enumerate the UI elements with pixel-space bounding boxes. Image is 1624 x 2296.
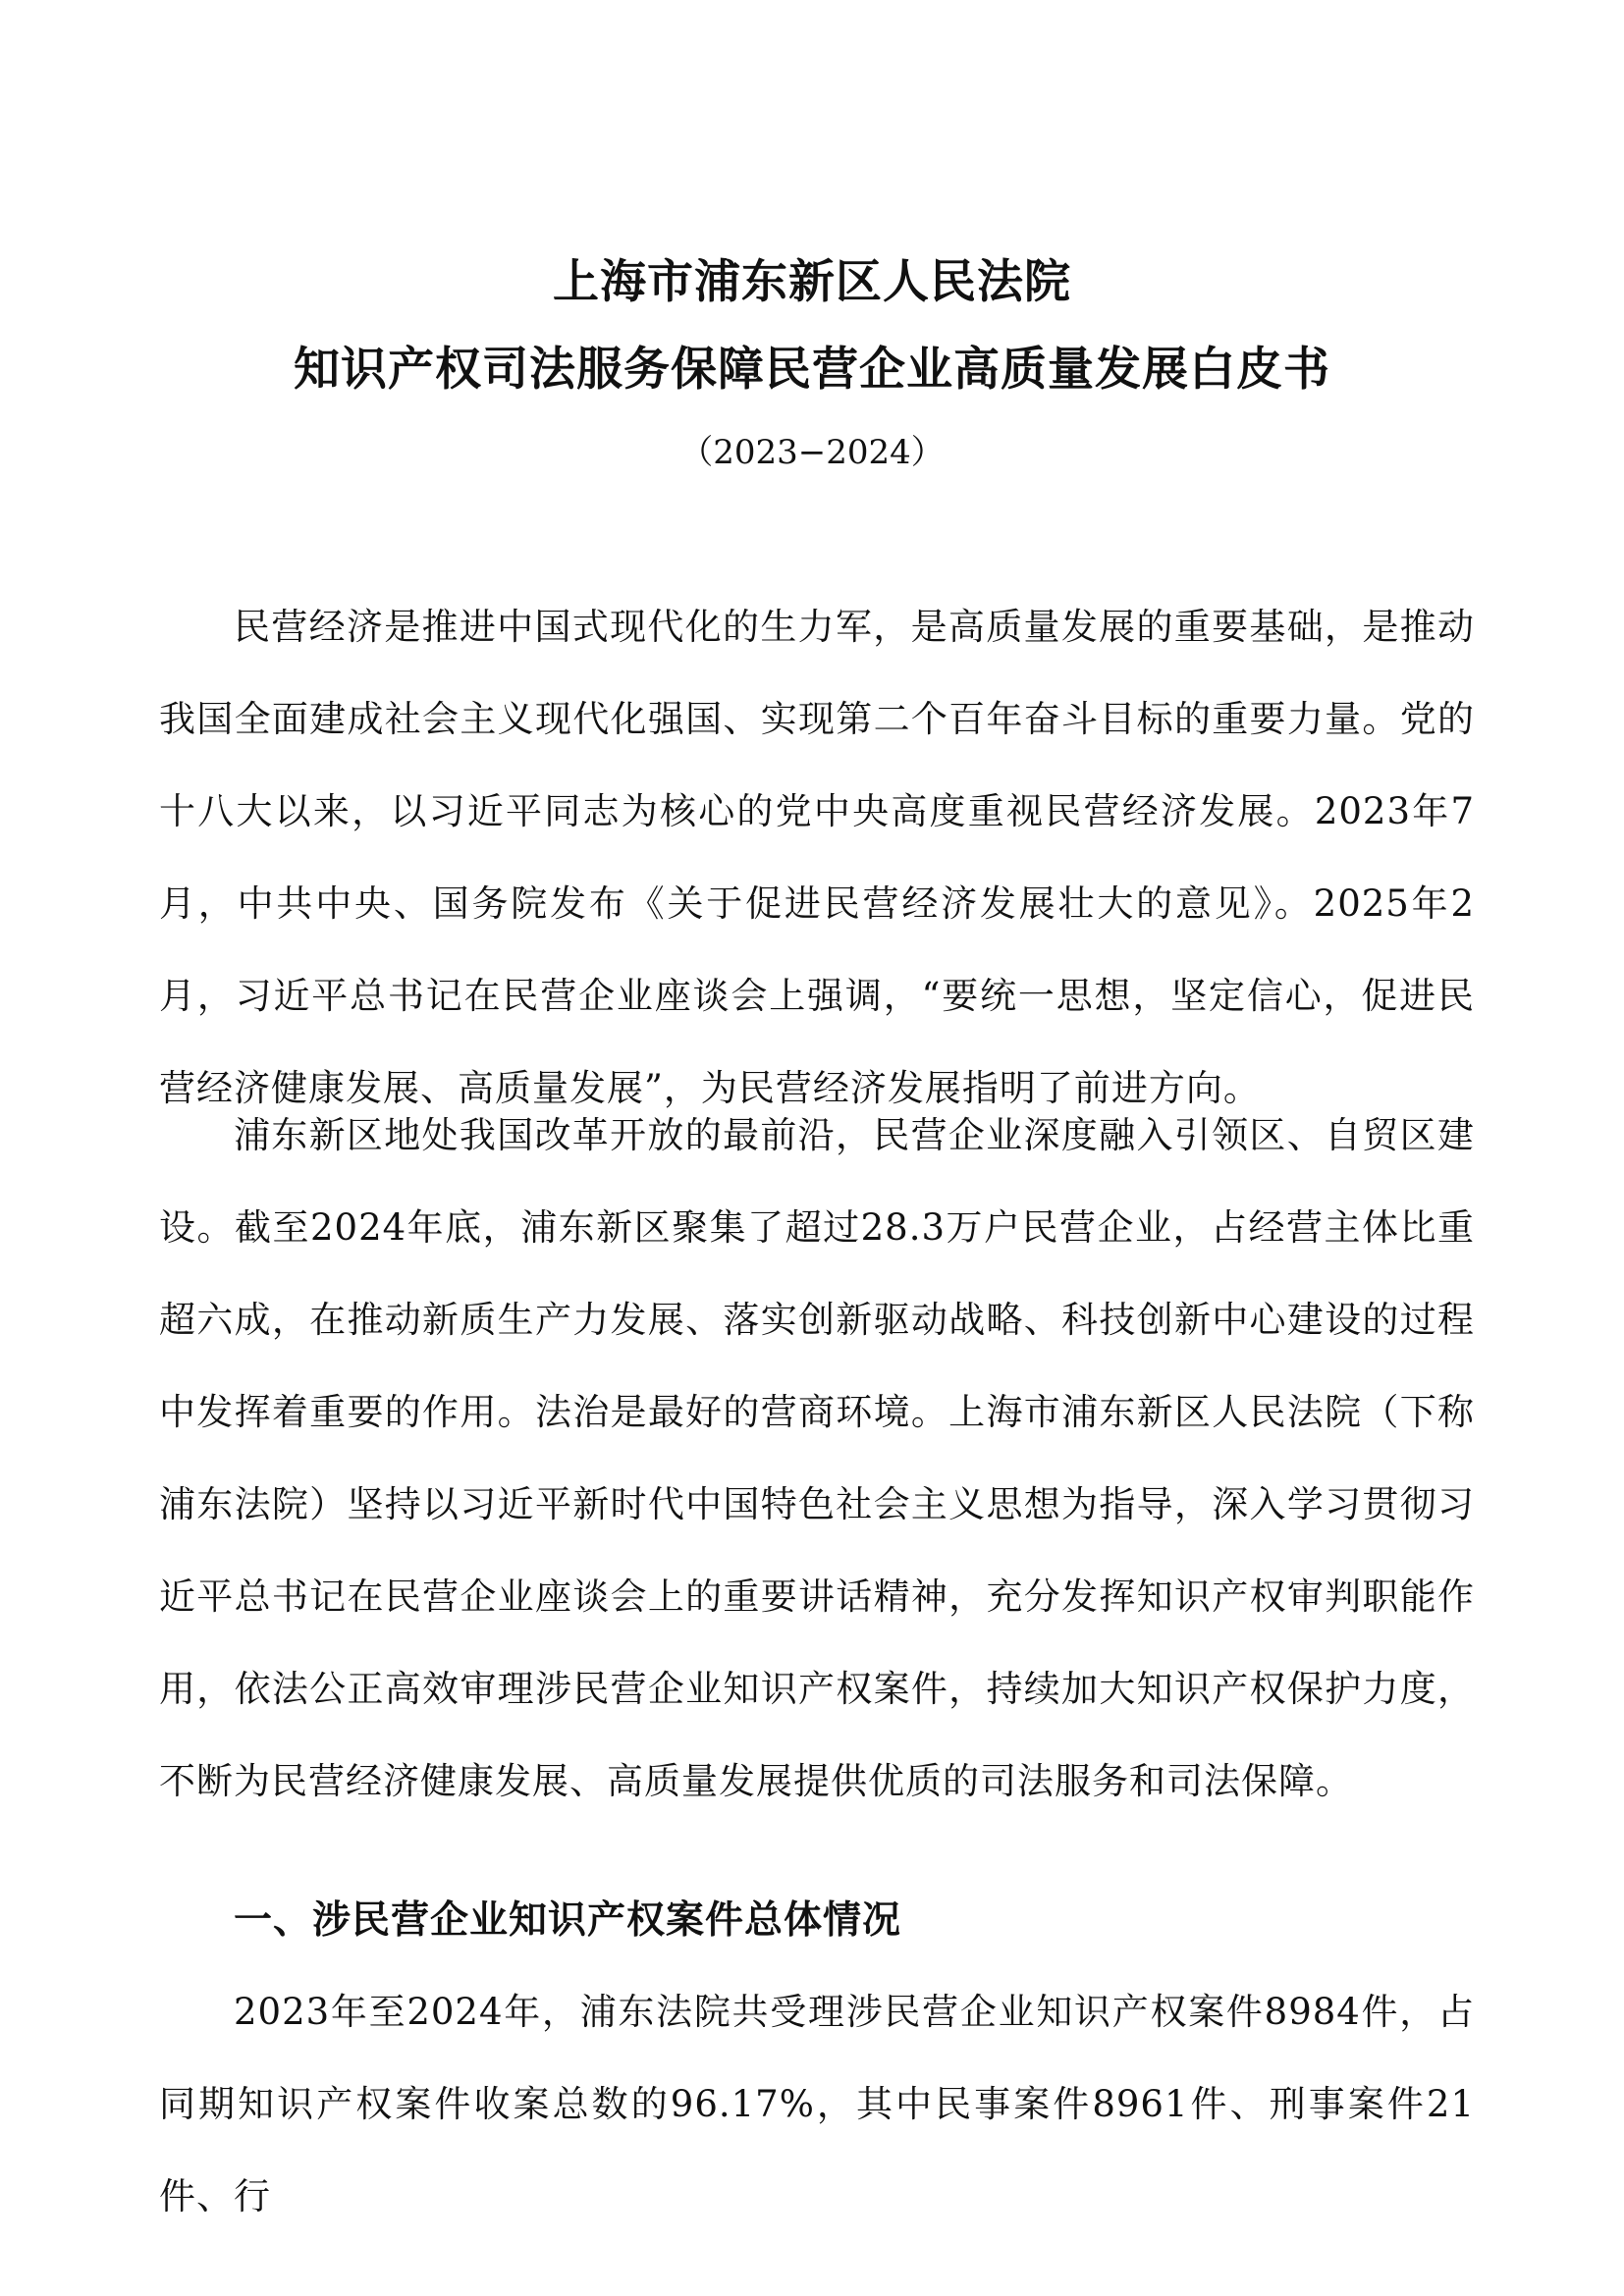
intro-paragraph-1: 民营经济是推进中国式现代化的生力军，是高质量发展的重要基础，是推动我国全面建成社会主义现代化强国、实现第二个百年奋斗目标的重要力量。党的十八大以来，以习近平同志为核心的党中央高度重视民营经济发展。2023年7月，中共中央、国务院发布《关于促进民营经济发展壮大的意见》。2025年2月，习近平总书记在民营企业座谈会上强调，“要统一思想，坚定信心，促进民营经济健康发展、高质量发展”，为民营经济发展指明了前进方向。 bbox=[159, 606, 1475, 1109]
document-title-line1: 上海市浦东新区人民法院 bbox=[553, 255, 1071, 309]
document-subtitle-years: （2023−2024） bbox=[679, 433, 945, 472]
intro-paragraph-2: 浦东新区地处我国改革开放的最前沿，民营企业深度融入引领区、自贸区建设。截至2024年底，浦东新区聚集了超过28.3万户民营企业，占经营主体比重超六成，在推动新质生产力发展、落实创新驱动战略、科技创新中心建设的过程中发挥着重要的作用。法治是最好的营商环境。上海市浦东新区人民法院（下称浦东法院）坚持以习近平新时代中国特色社会主义思想为指导，深入学习贯彻习近平总书记在民营企业座谈会上的重要讲话精神，充分发挥知识产权审判职能作用，依法公正高效审理涉民营企业知识产权案件，持续加大知识产权保护力度，不断为民营经济健康发展、高质量发展提供优质的司法服务和司法保障。 bbox=[159, 1114, 1475, 1802]
section-1-paragraph: 2023年至2024年，浦东法院共受理涉民营企业知识产权案件8984件，占同期知识产权案件收案总数的96.17%，其中民事案件8961件、刑事案件21件、行 bbox=[159, 1991, 1475, 2217]
document-title-line2: 知识产权司法服务保障民营企业高质量发展白皮书 bbox=[294, 343, 1330, 397]
section-1-heading: 一、涉民营企业知识产权案件总体情况 bbox=[234, 1898, 902, 1943]
